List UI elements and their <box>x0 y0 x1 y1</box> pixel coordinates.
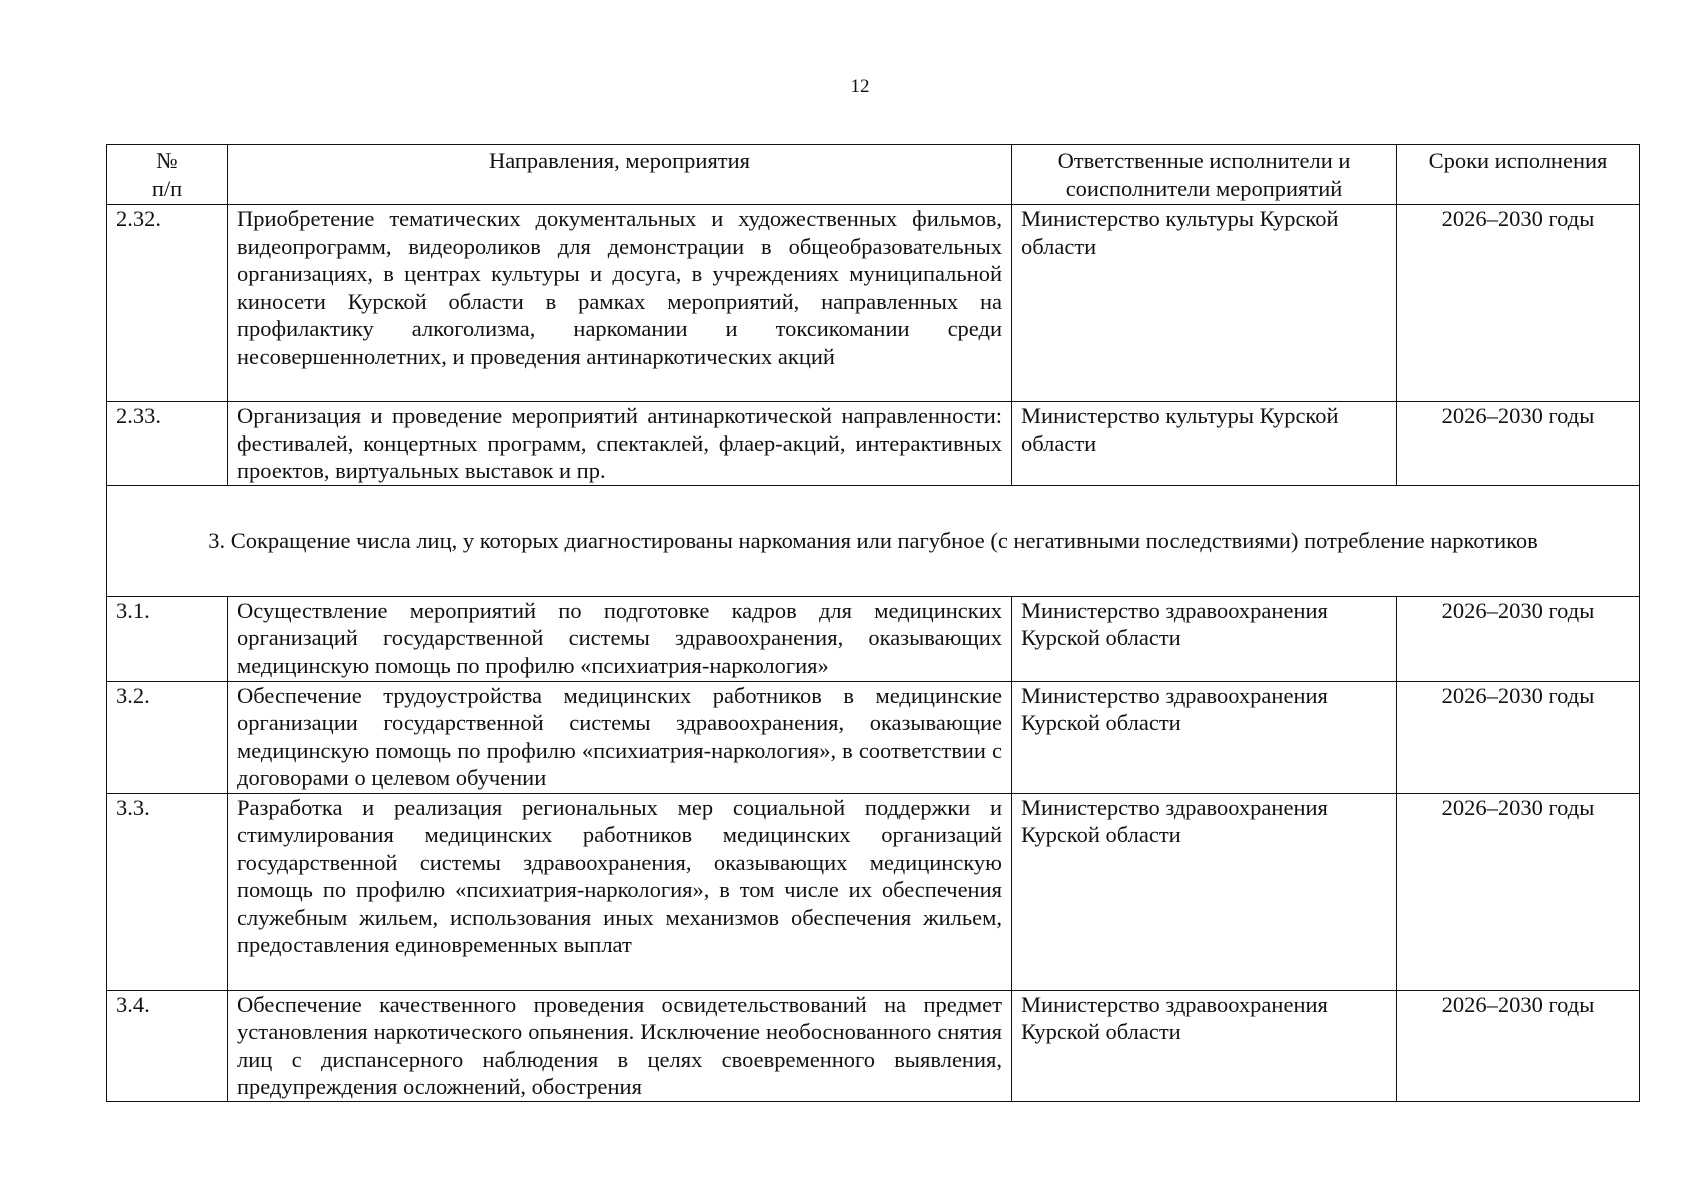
row-term: 2026–2030 годы <box>1397 402 1640 486</box>
row-term: 2026–2030 годы <box>1397 793 1640 990</box>
table-row <box>107 681 1640 793</box>
table-row <box>107 402 1640 486</box>
row-responsible: Министерство здравоохранения Курской области <box>1012 681 1397 793</box>
row-activity: Обеспечение трудоустройства медицинских работников в медицинские организации государственной системы здравоохранения, оказывающие медицинскую помощь по профилю «психиатрия-наркология», в соответствии с договорами о целевом обучении <box>228 681 1012 793</box>
header-activity <box>228 145 1012 205</box>
table-row <box>107 990 1640 1101</box>
header-responsible <box>1012 145 1397 205</box>
row-activity: Осуществление мероприятий по подготовке кадров для медицинских организаций государственной системы здравоохранения, оказывающих медицинскую помощь по профилю «психиатрия-наркология» <box>228 596 1012 681</box>
row-number: 3.4. <box>107 990 228 1101</box>
row-activity: Организация и проведение мероприятий антинаркотической направленности: фестивалей, концертных программ, спектаклей, флаер-акций, интерактивных проектов, виртуальных выставок и пр. <box>228 402 1012 486</box>
header-term <box>1397 145 1640 205</box>
table-row <box>107 205 1640 402</box>
header-activity-label: Направления, мероприятия <box>488 148 751 173</box>
row-activity: Обеспечение качественного проведения освидетельствований на предмет установления наркотического опьянения. Исключение необоснованного снятия лиц с диспансерного наблюдения в целях своевременного выявления, предупреждения осложнений, обострения <box>228 990 1012 1101</box>
row-responsible: Министерство культуры Курской области <box>1012 402 1397 486</box>
page-number: 12 <box>850 76 870 97</box>
row-responsible: Министерство здравоохранения Курской области <box>1012 793 1397 990</box>
table-row <box>107 793 1640 990</box>
row-responsible: Министерство здравоохранения Курской области <box>1012 596 1397 681</box>
row-term: 2026–2030 годы <box>1397 681 1640 793</box>
header-term-label: Сроки исполнения <box>1428 148 1608 173</box>
row-number: 2.32. <box>107 205 228 402</box>
section-heading-row <box>107 485 1640 596</box>
row-number: 3.3. <box>107 793 228 990</box>
header-number-label: № п/п <box>151 148 183 201</box>
row-number: 3.2. <box>107 681 228 793</box>
row-responsible: Министерство культуры Курской области <box>1012 205 1397 402</box>
row-activity: Приобретение тематических документальных и художественных фильмов, видеопрограмм, видеороликов для демонстрации в общеобразовательных организациях, в центрах культуры и досуга, в учреждениях муниципальной киносети Курской области в рамках мероприятий, направленных на профилактику алкоголизма, наркомании и токсикомании среди несовершеннолетних, и проведения антинаркотических акций <box>228 205 1012 402</box>
table-row <box>107 596 1640 681</box>
header-number <box>107 145 228 205</box>
row-responsible: Министерство здравоохранения Курской области <box>1012 990 1397 1101</box>
row-term: 2026–2030 годы <box>1397 205 1640 402</box>
row-term: 2026–2030 годы <box>1397 990 1640 1101</box>
row-activity: Разработка и реализация региональных мер социальной поддержки и стимулирования медицинских работников медицинских организаций государственной системы здравоохранения, оказывающих медицинскую помощь по профилю «психиатрия-наркология», в том числе их обеспечения служебным жильем, использования иных механизмов обеспечения жильем, предоставления единовременных выплат <box>228 793 1012 990</box>
row-term: 2026–2030 годы <box>1397 596 1640 681</box>
section-heading: 3. Сокращение числа лиц, у которых диагностированы наркомания или пагубное (с негативными последствиями) потребление наркотиков <box>107 485 1640 596</box>
header-responsible-label: Ответственные исполнители и соисполнители мероприятий <box>1057 148 1351 201</box>
row-number: 2.33. <box>107 402 228 486</box>
page-bottom-edge <box>0 1196 1704 1200</box>
row-number: 3.1. <box>107 596 228 681</box>
activities-table <box>106 144 1640 1102</box>
table-header-row <box>107 145 1640 205</box>
